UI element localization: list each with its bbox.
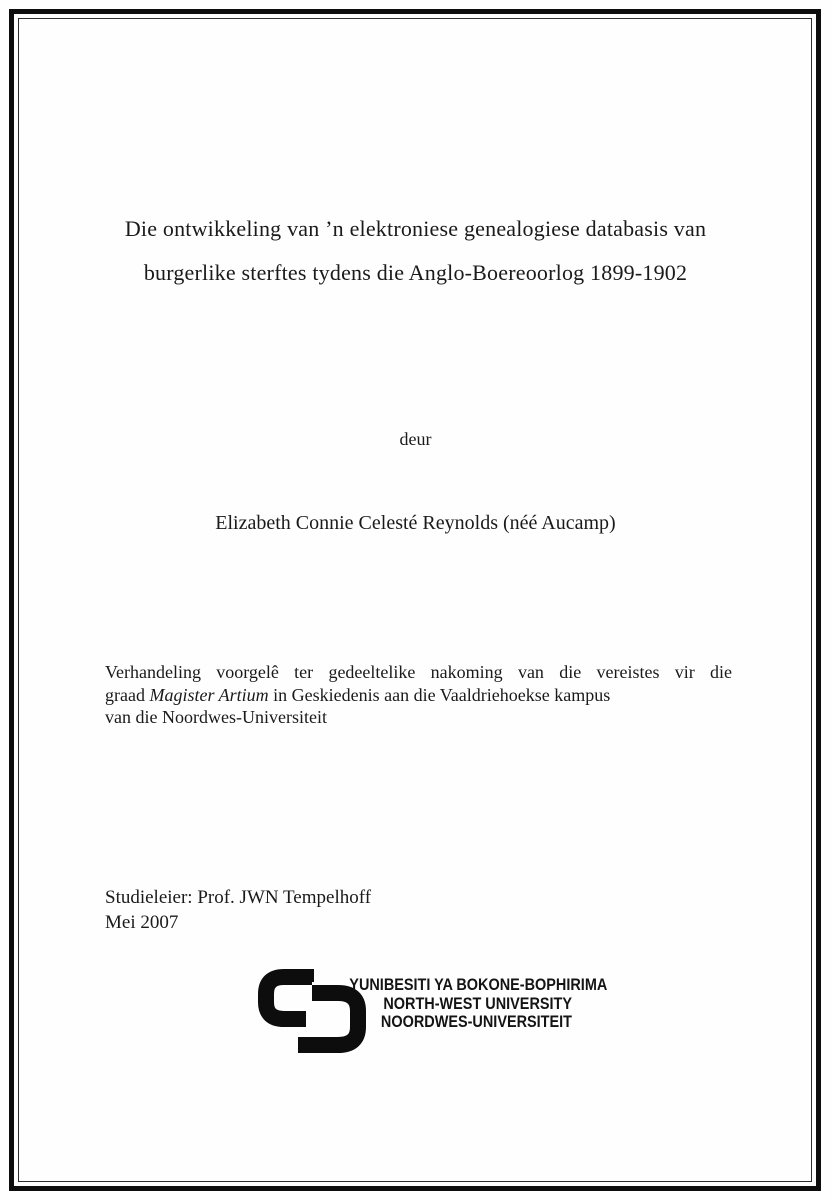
university-logo-text [310,975,608,1032]
thesis-title [70,207,761,295]
degree-statement [105,661,732,729]
logo-text-afrikaans: NOORDWES-UNIVERSITEIT [380,1012,572,1031]
degree-statement-line2 [105,684,732,707]
author-name: Elizabeth Connie Celesté Reynolds (néé Aucamp) [215,512,616,534]
logo-text-english: NORTH-WEST UNIVERSITY [383,993,572,1013]
logo-text-setswana: YUNIBESITI YA BOKONE-BOPHIRIMA [349,975,608,994]
degree-statement-line3: van die Noordwes-Universiteit [105,707,327,727]
thesis-title-line2: burgerlike sterftes tydens die Anglo-Boereoorlog 1899-1902 [143,260,688,285]
degree-statement-line1: Verhandeling voorgelê ter gedeeltelike nakoming van die vereistes vir die [105,662,732,682]
degree-statement-line2-pre: graad [105,684,150,705]
supervisor-line: Studieleier: Prof. JWN Tempelhoff [105,887,372,908]
supervisor-block [105,885,371,935]
degree-name-italic: Magister Artium [149,684,269,705]
byline: deur [399,429,432,449]
date-line: Mei 2007 [105,912,179,933]
thesis-title-line1: Die ontwikkeling van ’n elektroniese genealogiese databasis van [124,216,707,241]
university-logo [256,966,608,1058]
degree-statement-line2-post: in Geskiedenis aan die Vaaldriehoekse kampus [268,684,611,705]
